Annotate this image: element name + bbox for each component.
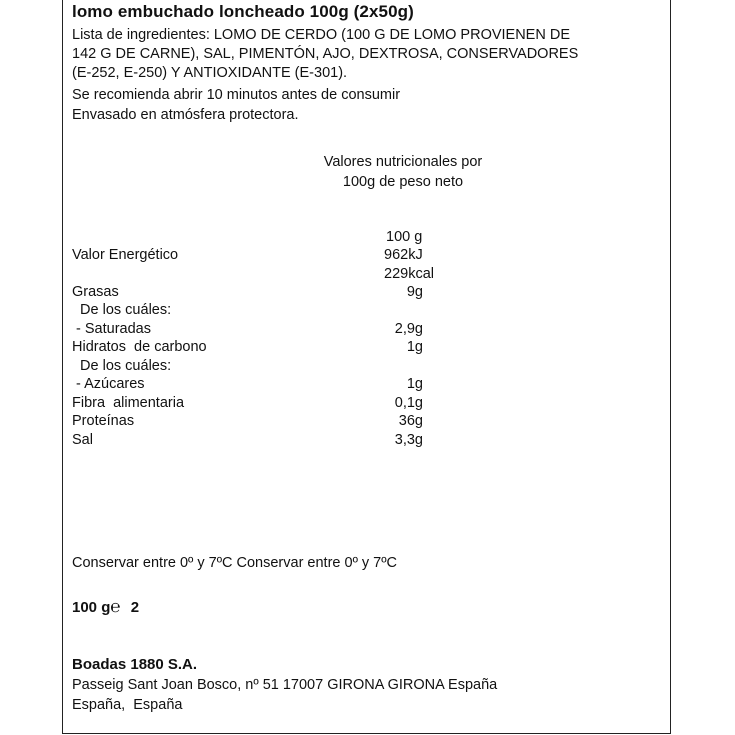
company-country: España, España xyxy=(72,697,183,713)
energy-label: Valor Energético xyxy=(72,247,179,263)
energy-kcal: 229kcal xyxy=(384,266,434,282)
product-title: lomo embuchado loncheado 100g (2x50g) xyxy=(72,2,414,21)
storage-text: Conservar entre 0º y 7ºC Conservar entre 0º y 7ºC xyxy=(72,555,398,571)
nutrient-value-saturated: 2,9g xyxy=(394,321,423,337)
recommendation-text: Se recomienda abrir 10 minutos antes de consumir xyxy=(72,87,401,103)
energy-kj: 962kJ xyxy=(384,247,423,263)
nutrient-label-protein: Proteínas xyxy=(72,413,135,429)
nutrient-value-salt: 3,3g xyxy=(394,432,423,448)
nutrition-header-line-2: 100g de peso neto xyxy=(342,174,464,190)
nutrient-label-carbohydrates: Hidratos de carbono xyxy=(72,339,207,355)
nutrient-label-of-which-1: De los cuáles: xyxy=(72,302,172,318)
nutrient-label-salt: Sal xyxy=(72,432,93,448)
nutrient-value-carbohydrates: 1g xyxy=(406,339,423,355)
ingredients-line-1: Lista de ingredientes: LOMO DE CERDO (100 G DE LOMO PROVIENEN DE xyxy=(72,27,570,43)
nutrient-label-fibre: Fibra alimentaria xyxy=(72,395,185,411)
estimated-sign-icon: ℮ xyxy=(110,597,121,616)
nutrient-value-protein: 36g xyxy=(398,413,423,429)
nutrient-value-fibre: 0,1g xyxy=(394,395,423,411)
nutrient-label-fat: Grasas xyxy=(72,284,119,300)
packaging-text: Envasado en atmósfera protectora. xyxy=(72,107,299,123)
company-address: Passeig Sant Joan Bosco, nº 51 17007 GIRONA GIRONA España xyxy=(72,677,498,693)
unit-count: 2 xyxy=(130,599,140,616)
ingredients-line-2: 142 G DE CARNE), SAL, PIMENTÓN, AJO, DEXTROSA, CONSERVADORES xyxy=(72,46,579,62)
net-weight xyxy=(72,597,139,617)
nutrient-value-fat: 9g xyxy=(406,284,423,300)
nutrition-header-line-1: Valores nutricionales por xyxy=(323,154,483,170)
nutrient-label-saturated: - Saturadas xyxy=(72,321,151,337)
nutrition-column-header: 100 g xyxy=(386,229,423,245)
nutrient-value-sugars: 1g xyxy=(406,376,423,392)
net-weight-value: 100 g xyxy=(72,599,111,616)
nutrient-label-sugars: - Azúcares xyxy=(72,376,145,392)
company-name: Boadas 1880 S.A. xyxy=(72,656,198,673)
ingredients-line-3: (E-252, E-250) Y ANTIOXIDANTE (E-301). xyxy=(72,65,348,81)
nutrient-label-of-which-2: De los cuáles: xyxy=(72,358,172,374)
